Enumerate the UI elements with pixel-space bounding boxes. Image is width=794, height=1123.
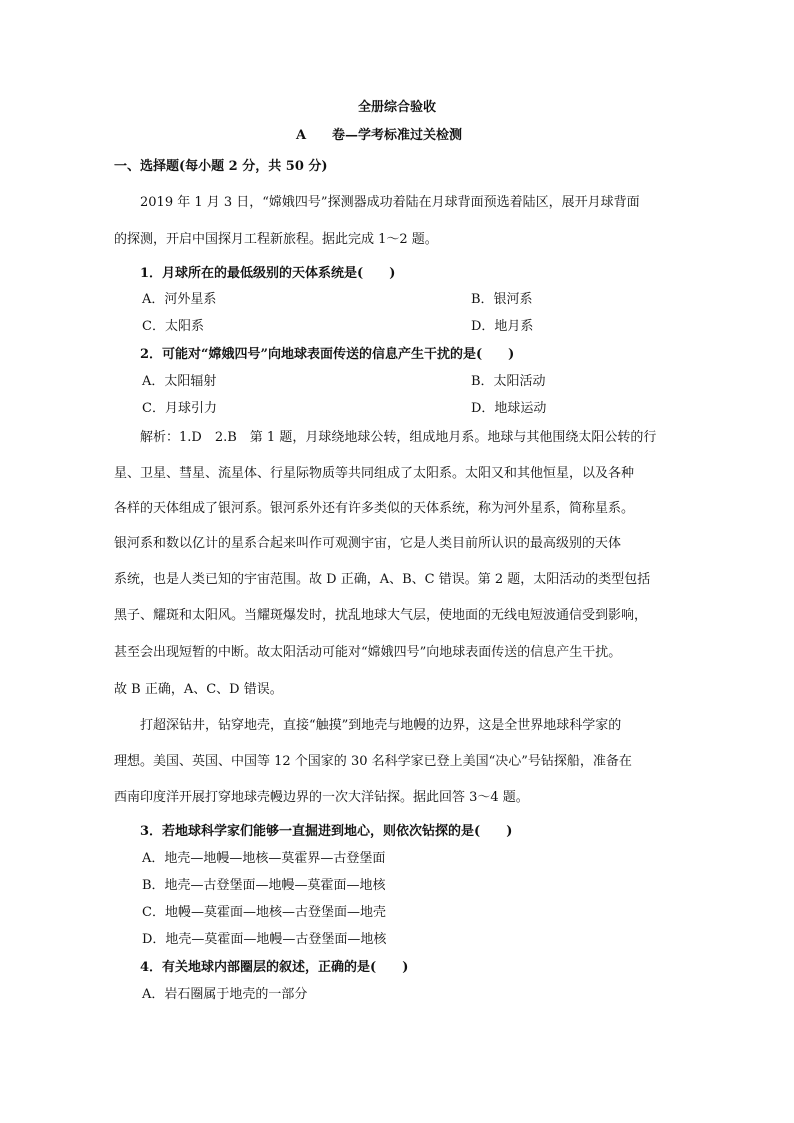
section-heading: 一、选择题(每小题 2 分，共 50 分) bbox=[114, 159, 328, 174]
analysis-line-1: 解析：1.D 2.B 第 1 题，月球绕地球公转，组成地月系。地球与其他围绕太阳公转的行 bbox=[140, 430, 657, 445]
passage-1-line-1: 2019 年 1 月 3 日，“嫦娥四号”探测器成功着陆在月球背面预选着陆区，展开月球背面 bbox=[140, 195, 640, 210]
question-1-option-b: B．银河系 bbox=[471, 292, 533, 307]
question-4-stem: 4．有关地球内部圈层的叙述，正确的是( ) bbox=[140, 960, 409, 975]
analysis-line-7: 甚至会出现短暂的中断。故太阳活动可能对“嫦娥四号”向地球表面传送的信息产生干扰。 bbox=[114, 645, 622, 660]
question-2-stem: 2．可能对“嫦娥四号”向地球表面传送的信息产生干扰的是( ) bbox=[140, 347, 515, 362]
passage-2-line-3: 西南印度洋开展打穿地球壳幔边界的一次大洋钻探。据此回答 3～4 题。 bbox=[114, 790, 529, 805]
document-subtitle: A 卷—学考标准过关检测 bbox=[295, 128, 463, 143]
passage-1-line-2: 的探测，开启中国探月工程新旅程。据此完成 1～2 题。 bbox=[114, 232, 438, 247]
passage-2-line-2: 理想。美国、英国、中国等 12 个国家的 30 名科学家已登上美国“决心”号钻探船，准备在 bbox=[114, 754, 632, 769]
question-1-stem: 1．月球所在的最低级别的天体系统是( ) bbox=[140, 266, 396, 281]
question-3-stem: 3．若地球科学家们能够一直掘进到地心，则依次钻探的是( ) bbox=[140, 824, 513, 839]
passage-2-line-1: 打超深钻井，钻穿地壳，直接“触摸”到地壳与地幔的边界，这是全世界地球科学家的 bbox=[140, 718, 622, 733]
question-3-option-d: D．地壳—莫霍面—地幔—古登堡面—地核 bbox=[142, 932, 387, 947]
analysis-line-8: 故 B 正确，A、C、D 错误。 bbox=[114, 682, 283, 697]
question-3-option-c: C．地幔—莫霍面—地核—古登堡面—地壳 bbox=[142, 905, 386, 920]
analysis-line-6: 黑子、耀斑和太阳风。当耀斑爆发时，扰乱地球大气层，使地面的无线电短波通信受到影响， bbox=[114, 608, 648, 623]
analysis-line-5: 系统，也是人类已知的宇宙范围。故 D 正确，A、B、C 错误。第 2 题，太阳活动的类型包括 bbox=[114, 572, 651, 587]
question-2-option-a: A．太阳辐射 bbox=[142, 374, 217, 389]
question-4-option-a: A．岩石圈属于地壳的一部分 bbox=[142, 987, 308, 1002]
question-3-option-a: A．地壳—地幔—地核—莫霍界—古登堡面 bbox=[142, 851, 386, 866]
question-1-option-d: D．地月系 bbox=[471, 319, 534, 334]
question-3-option-b: B．地壳—古登堡面—地幔—莫霍面—地核 bbox=[142, 878, 386, 893]
question-1-option-a: A．河外星系 bbox=[142, 292, 217, 307]
document-title: 全册综合验收 bbox=[357, 100, 436, 115]
question-2-option-b: B．太阳活动 bbox=[471, 374, 546, 389]
analysis-line-2: 星、卫星、彗星、流星体、行星际物质等共同组成了太阳系。太阳又和其他恒星，以及各种 bbox=[114, 466, 635, 481]
analysis-line-3: 各样的天体组成了银河系。银河系外还有许多类似的天体系统，称为河外星系，简称星系。 bbox=[114, 501, 635, 516]
question-2-option-d: D．地球运动 bbox=[471, 401, 547, 416]
question-1-option-c: C．太阳系 bbox=[142, 319, 204, 334]
analysis-line-4: 银河系和数以亿计的星系合起来叫作可观测宇宙，它是人类目前所认识的最高级别的天体 bbox=[114, 536, 622, 551]
question-2-option-c: C．月球引力 bbox=[142, 401, 217, 416]
